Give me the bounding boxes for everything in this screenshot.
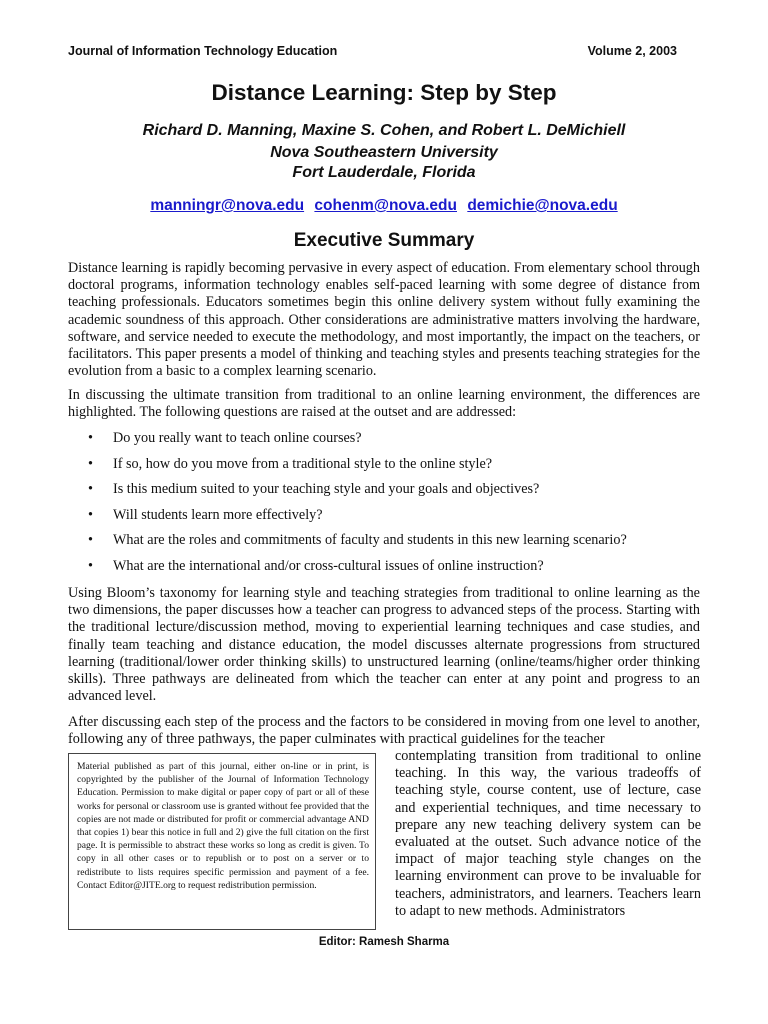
paper-title: Distance Learning: Step by Step	[211, 80, 557, 105]
email-link-cohen[interactable]: cohenm@nova.edu	[314, 197, 457, 214]
bullet-icon: •	[88, 557, 93, 574]
email-link-manning[interactable]: manningr@nova.edu	[150, 197, 305, 214]
paragraph-text: After discussing each step of the process and the factors to be considered in moving from one level to another, following any of three pathways, the paper culminates with practical guidelines for the teacher	[68, 714, 700, 748]
bullet-icon: •	[88, 455, 93, 472]
list-item-text: What are the international and/or cross-cultural issues of online instruction?	[113, 557, 544, 574]
paragraph-4-continuation	[395, 748, 701, 920]
paragraph-text: contemplating transition from traditional to online teaching. In this way, the various tradeoffs of teaching style, course content, use of lecture, case and experiential techniques, and time necessary to prepare any new teaching delivery system can be evaluated at the outset. Such advance notice of the impact of major teaching style changes on the learning environment can prove to be invaluable for teachers, administrators, and learners. Teachers learn to adapt to new methods. Administrators	[395, 748, 701, 919]
volume-label: Volume 2, 2003	[587, 44, 677, 58]
email-link-demichiell[interactable]: demichie@nova.edu	[467, 197, 618, 214]
author-emails	[0, 197, 768, 215]
list-item	[68, 507, 700, 533]
authors: Richard D. Manning, Maxine S. Cohen, and Robert L. DeMichiell	[142, 122, 626, 139]
editor-footer: Editor: Ramesh Sharma	[318, 936, 450, 948]
affiliation: Nova Southeastern University	[270, 144, 498, 161]
bullet-icon: •	[88, 430, 93, 446]
list-item	[68, 558, 700, 584]
paragraph-2	[68, 387, 700, 421]
list-item	[68, 481, 700, 507]
paragraph-text: In discussing the ultimate transition from traditional to an online learning environment, the differences are highlighted. The following questions are raised at the outset and are addressed:	[68, 387, 700, 421]
copyright-notice-box	[68, 753, 376, 930]
journal-name: Journal of Information Technology Education	[68, 44, 338, 58]
paragraph-4	[68, 714, 700, 748]
section-heading: Executive Summary	[293, 230, 475, 251]
paragraph-3	[68, 585, 700, 705]
list-item-text: Do you really want to teach online courses?	[113, 430, 362, 446]
questions-list	[68, 430, 700, 583]
list-item-text: Will students learn more effectively?	[113, 506, 323, 523]
list-item	[68, 532, 700, 558]
list-item-text: Is this medium suited to your teaching style and your goals and objectives?	[113, 481, 540, 497]
copyright-notice-text: Material published as part of this journal, either on-line or in print, is copyrighted by the publisher of the Journal of Information Technology Education. Permission to make digital or paper copy of part or all of these works for personal or classroom use is granted without fee provided that the copies are not made or distributed for profit or commercial advantage AND that copies 1) bear this notice in full and 2) give the full citation on the first page. It is permissible to abstract these works so long as credit is given. To copy in all other cases or to republish or to post on a server or to redistribute to lists requires specific permission and payment of a fee. Contact Editor@JITE.org to request redistribution permission.	[77, 761, 370, 891]
list-item	[68, 430, 700, 456]
bullet-icon: •	[88, 506, 93, 523]
bullet-icon: •	[88, 532, 93, 548]
paragraph-text: Distance learning is rapidly becoming pervasive in every aspect of education. From elementary school through doctoral programs, information technology enables self-paced learning with some degree of distance from teaching professionals. Educators sometimes begin this online delivery system without fully examining the academic soundness of this approach. Other considerations are administrative matters involving the hardware, software, and service needed to execute the methodology, and most importantly, the impact on the teachers, or facilitators. This paper presents a model of thinking and teaching styles and presents teaching strategies for the evolution from a basic to a complex learning scenario.	[68, 260, 700, 380]
location: Fort Lauderdale, Florida	[292, 164, 476, 181]
paragraph-1	[68, 260, 700, 380]
list-item-text: If so, how do you move from a traditional style to the online style?	[113, 455, 493, 472]
list-item	[68, 456, 700, 482]
list-item-text: What are the roles and commitments of faculty and students in this new learning scenario?	[113, 532, 627, 548]
bullet-icon: •	[88, 481, 93, 497]
paragraph-text: Using Bloom’s taxonomy for learning style and teaching strategies from traditional to online learning as the two dimensions, the paper discusses how a teacher can progress to advanced steps of the process. Starting with the traditional lecture/discussion method, moving to experiential learning techniques and case studies, and finally team teaching and distance education, the model discusses alternate progressions from structured learning (traditional/lower order thinking skills) to unstructured learning (online/teams/higher order thinking skills). Three pathways are delineated from which the teacher can enter at any point and progress to an advanced level.	[68, 585, 700, 705]
